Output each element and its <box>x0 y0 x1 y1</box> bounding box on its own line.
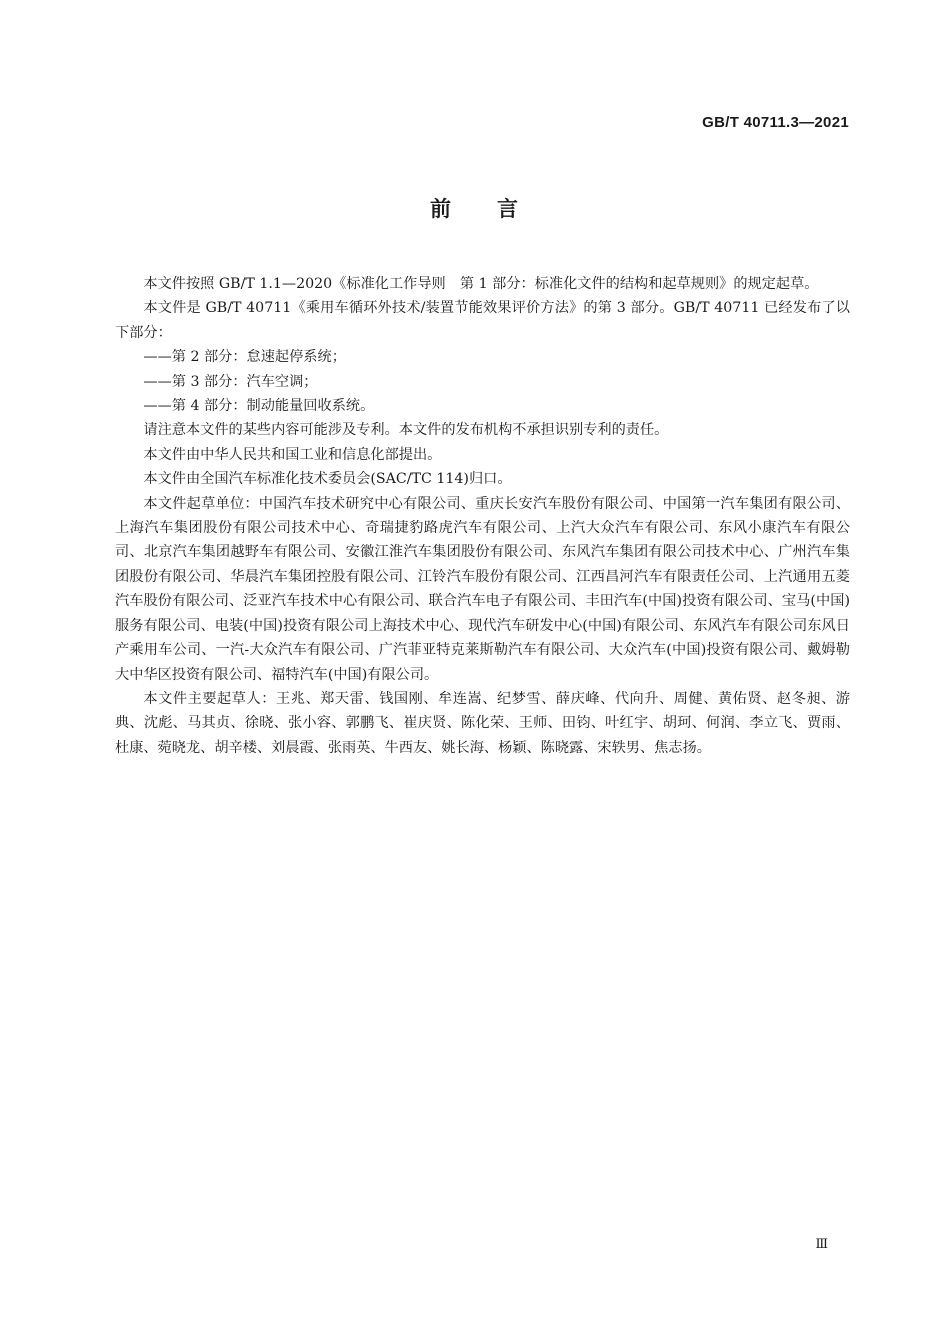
page-title <box>0 193 950 223</box>
paragraph-drafters: 本文件主要起草人：王兆、郑天雷、钱国刚、牟连嵩、纪梦雪、薛庆峰、代向升、周健、黄佑贤、赵冬昶、游典、沈彪、马其贞、徐晓、张小容、郭鹏飞、崔庆贤、陈化荣、王师、田钧、叶红宇、胡珂、何润、李立飞、贾雨、杜康、菀晓龙、胡辛楼、刘晨霞、张雨英、牛西友、姚长海、杨颖、陈晓露、宋轶男、焦志扬。 <box>115 690 850 756</box>
page-number: Ⅲ <box>815 1237 828 1252</box>
foreword-body <box>115 272 850 760</box>
title-char-2: 言 <box>497 197 520 221</box>
paragraph-proposed-by: 本文件由中华人民共和国工业和信息化部提出。 <box>143 446 442 463</box>
paragraph-drafting-organizations: 本文件起草单位：中国汽车技术研究中心有限公司、重庆长安汽车股份有限公司、中国第一汽车集团有限公司、上海汽车集团股份有限公司技术中心、奇瑞捷豹路虎汽车有限公司、上汽大众汽车有限公司、东风小康汽车有限公司、北京汽车集团越野车有限公司、安徽江淮汽车集团股份有限公司、东风汽车集团有限公司技术中心、广州汽车集团股份有限公司、华晨汽车集团控股有限公司、江铃汽车股份有限公司、江西昌河汽车有限责任公司、上汽通用五菱汽车股份有限公司、泛亚汽车技术中心有限公司、联合汽车电子有限公司、丰田汽车(中国)投资有限公司、宝马(中国)服务有限公司、电装(中国)投资有限公司上海技术中心、现代汽车研发中心(中国)有限公司、东风汽车有限公司东风日产乘用车公司、一汽-大众汽车有限公司、广汽菲亚特克莱斯勒汽车有限公司、大众汽车(中国)投资有限公司、戴姆勒大中华区投资有限公司、福特汽车(中国)有限公司。 <box>115 495 850 683</box>
paragraph-drafting-rules: 本文件按照 GB/T 1.1—2020《标准化工作导则 第 1 部分：标准化文件的结构和起草规则》的规定起草。 <box>143 276 819 292</box>
paragraph-patent-notice: 请注意本文件的某些内容可能涉及专利。本文件的发布机构不承担识别专利的责任。 <box>143 422 669 439</box>
list-item-part-4: ——第 4 部分：制动能量回收系统。 <box>143 398 375 415</box>
title-char-1: 前 <box>430 197 453 221</box>
standard-number: GB/T 40711.3—2021 <box>702 114 849 131</box>
list-item-part-3: ——第 3 部分：汽车空调； <box>143 373 318 390</box>
list-item-part-2: ——第 2 部分：怠速起停系统； <box>143 349 346 366</box>
paragraph-technical-committee: 本文件由全国汽车标准化技术委员会(SAC/TC 114)归口。 <box>143 471 512 488</box>
paragraph-series-intro: 本文件是 GB/T 40711《乘用车循环外技术/装置节能效果评价方法》的第 3 部分。GB/T 40711 已经发布了以下部分： <box>115 300 850 341</box>
